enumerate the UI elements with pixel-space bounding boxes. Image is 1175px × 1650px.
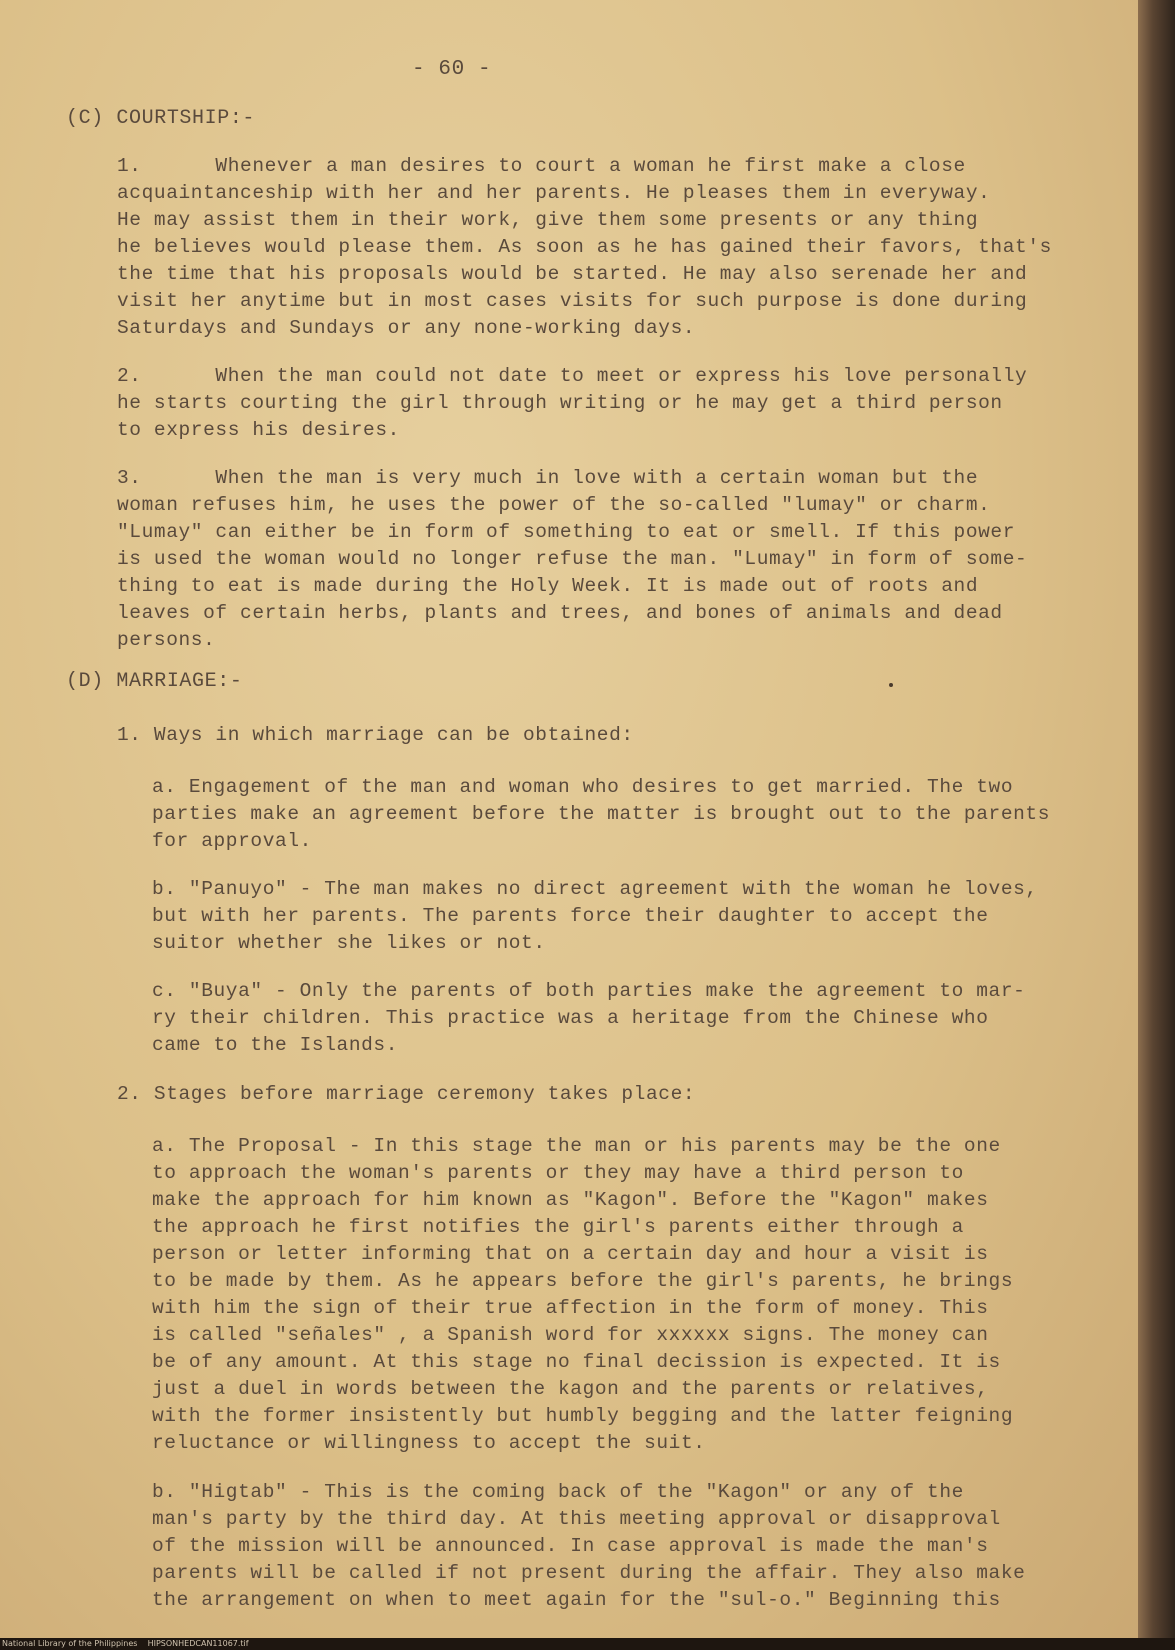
- text-line: b. "Panuyo" - The man makes no direct agreement with the woman he loves,: [152, 878, 1038, 900]
- text-line: to express his desires.: [117, 419, 400, 441]
- text-line: leaves of certain herbs, plants and trees, and bones of animals and dead: [117, 602, 1003, 624]
- text-line: is used the woman would no longer refuse the man. "Lumay" in form of some-: [117, 548, 1028, 570]
- text-line: thing to eat is made during the Holy Week. It is made out of roots and: [117, 575, 979, 597]
- text-line: a. Engagement of the man and woman who desires to get married. The two: [152, 776, 1014, 798]
- text-line: but with her parents. The parents force their daughter to accept the: [152, 905, 989, 927]
- text-line: person or letter informing that on a certain day and hour a visit is: [152, 1243, 989, 1265]
- text-line: "Lumay" can either be in form of something to eat or smell. If this power: [117, 521, 1016, 543]
- text-line: Saturdays and Sundays or any none-working days.: [117, 317, 696, 339]
- text-line: to be made by them. As he appears before the girl's parents, he brings: [152, 1270, 1014, 1292]
- page-number: - 60 -: [412, 58, 492, 81]
- text-line: is called "señales" , a Spanish word for xxxxxx signs. The money can: [152, 1324, 989, 1346]
- text-line: of the mission will be announced. In case approval is made the man's: [152, 1535, 989, 1557]
- text-line: reluctance or willingness to accept the suit.: [152, 1432, 706, 1454]
- text-line: acquaintanceship with her and her parents. He pleases them in everyway.: [117, 182, 991, 204]
- text-line: suitor whether she likes or not.: [152, 932, 546, 954]
- text-line: for approval.: [152, 830, 312, 852]
- text-line: 3. When the man is very much in love with a certain woman but the: [117, 467, 979, 489]
- text-line: parties make an agreement before the matter is brought out to the parents: [152, 803, 1051, 825]
- text-line: the arrangement on when to meet again for the "sul-o." Beginning this: [152, 1589, 1001, 1611]
- text-line: ry their children. This practice was a heritage from the Chinese who: [152, 1007, 989, 1029]
- text-line: he believes would please them. As soon as he has gained their favors, that's: [117, 236, 1052, 258]
- marriage-subheading-1: 1. Ways in which marriage can be obtained:: [117, 724, 634, 746]
- text-line: He may assist them in their work, give them some presents or any thing: [117, 209, 979, 231]
- binding-edge: [1138, 0, 1175, 1650]
- marriage-heading: (D) MARRIAGE:-: [66, 670, 243, 693]
- text-line: visit her anytime but in most cases visits for such purpose is done during: [117, 290, 1028, 312]
- courtship-heading: (C) COURTSHIP:-: [66, 107, 256, 130]
- text-line: 1. Whenever a man desires to court a woman he first make a close: [117, 155, 966, 177]
- text-line: with the former insistently but humbly begging and the latter feigning: [152, 1405, 1014, 1427]
- text-line: persons.: [117, 629, 216, 651]
- text-line: 2. When the man could not date to meet or express his love personally: [117, 365, 1028, 387]
- ink-speck: [889, 683, 893, 687]
- text-line: the time that his proposals would be started. He may also serenade her and: [117, 263, 1028, 285]
- text-line: just a duel in words between the kagon and the parents or relatives,: [152, 1378, 989, 1400]
- text-line: c. "Buya" - Only the parents of both parties make the agreement to mar-: [152, 980, 1026, 1002]
- text-line: he starts courting the girl through writing or he may get a third person: [117, 392, 1003, 414]
- text-line: man's party by the third day. At this meeting approval or disapproval: [152, 1508, 1001, 1530]
- text-line: the approach he first notifies the girl's parents either through a: [152, 1216, 964, 1238]
- text-line: to approach the woman's parents or they may have a third person to: [152, 1162, 964, 1184]
- text-line: with him the sign of their true affection in the form of money. This: [152, 1297, 989, 1319]
- text-line: make the approach for him known as "Kagon". Before the "Kagon" makes: [152, 1189, 989, 1211]
- text-line: be of any amount. At this stage no final decission is expected. It is: [152, 1351, 1001, 1373]
- text-line: b. "Higtab" - This is the coming back of the "Kagon" or any of the: [152, 1481, 964, 1503]
- text-line: parents will be called if not present during the affair. They also make: [152, 1562, 1026, 1584]
- text-line: a. The Proposal - In this stage the man or his parents may be the one: [152, 1135, 1001, 1157]
- text-line: came to the Islands.: [152, 1034, 399, 1056]
- text-line: woman refuses him, he uses the power of the so-called "lumay" or charm.: [117, 494, 991, 516]
- scan-footer: National Library of the Philippines HIPSONHEDCAN11067.tif: [0, 1638, 1175, 1650]
- marriage-subheading-2: 2. Stages before marriage ceremony takes place:: [117, 1083, 696, 1105]
